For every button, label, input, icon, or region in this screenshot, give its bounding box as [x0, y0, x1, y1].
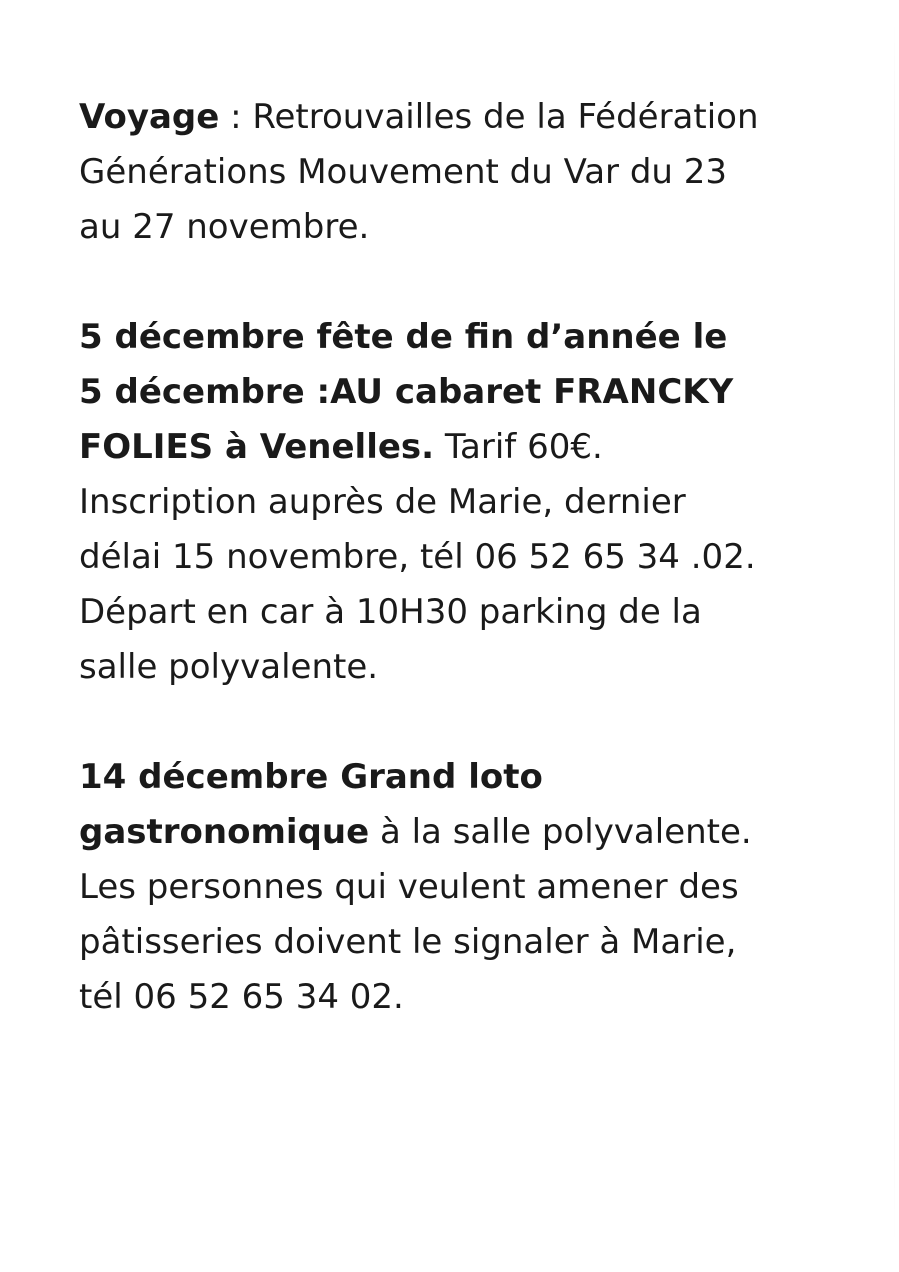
text-segment: délai 15 novembre, tél 06 52 65 34 .02. — [79, 537, 756, 577]
text-segment: : Retrouvailles de la Fédération — [219, 97, 759, 137]
text-segment: Générations Mouvement du Var du 23 — [79, 152, 728, 192]
text-line — [79, 420, 849, 475]
text-line — [79, 860, 849, 915]
voyage-paragraph — [79, 90, 849, 255]
text-segment: à la salle polyvalente. — [369, 812, 752, 852]
bold-text: 5 décembre :AU cabaret FRANCKY — [79, 372, 734, 412]
bold-text: 14 décembre Grand loto — [79, 757, 543, 797]
text-segment: Les personnes qui veulent amener des — [79, 867, 739, 907]
text-line — [79, 640, 849, 695]
text-line — [79, 915, 849, 970]
text-segment: au 27 novembre. — [79, 207, 370, 247]
bold-text: Voyage — [79, 97, 220, 137]
text-line — [79, 585, 849, 640]
text-line — [79, 475, 849, 530]
text-line — [79, 145, 849, 200]
grand-loto-paragraph — [79, 750, 849, 1025]
text-segment: tél 06 52 65 34 02. — [79, 977, 404, 1017]
text-line — [79, 530, 849, 585]
fete-fin-annee-paragraph — [79, 310, 849, 695]
text-line — [79, 310, 849, 365]
text-line — [79, 750, 849, 805]
text-segment: Tarif 60€. — [434, 427, 603, 467]
announcement-text — [79, 90, 849, 1025]
bold-text: 5 décembre fête de fin d’année le — [79, 317, 728, 357]
text-segment: Inscription auprès de Marie, dernier — [79, 482, 686, 522]
text-segment: pâtisseries doivent le signaler à Marie, — [79, 922, 737, 962]
text-line — [79, 970, 849, 1025]
text-segment: Départ en car à 10H30 parking de la — [79, 592, 702, 632]
text-line — [79, 90, 849, 145]
text-segment: salle polyvalente. — [79, 647, 379, 687]
bold-text: FOLIES à Venelles. — [79, 427, 435, 467]
text-line — [79, 805, 849, 860]
bold-text: gastronomique — [79, 812, 370, 852]
text-line — [79, 365, 849, 420]
text-line — [79, 200, 849, 255]
scan-edge-shadow — [894, 20, 895, 1250]
